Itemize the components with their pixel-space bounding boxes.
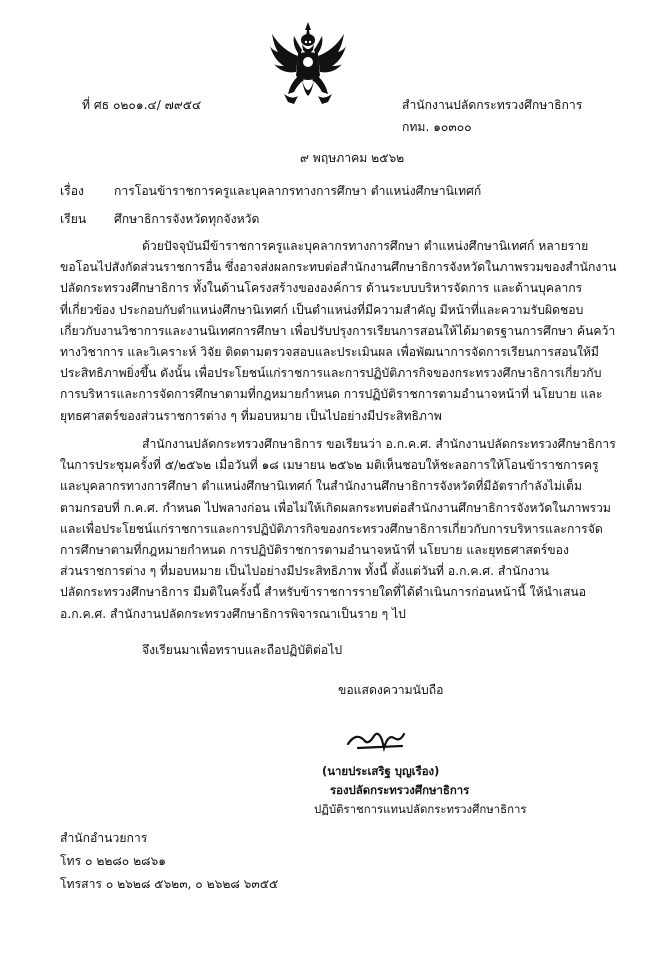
paragraph-line: และเพื่อประโยชน์แก่ราชการและการปฏิบัติภารกิจของกระทรวงศึกษาธิการเกี่ยวกับการบริหารและการจัด — [60, 521, 603, 536]
paragraph-line: ด้วยปัจจุบันมีข้าราชการครูและบุคลากรทางการศึกษา ตำแหน่งศึกษานิเทศก์ หลายราย — [142, 239, 589, 253]
closing-request: จึงเรียนมาเพื่อทราบและถือปฏิบัติต่อไป — [142, 643, 343, 657]
footer-fax: โทรสาร ๐ ๒๖๒๘ ๕๖๒๓, ๐ ๒๖๒๘ ๖๓๕๕ — [60, 877, 279, 891]
paragraph-line: อ.ก.ค.ศ. สำนักงานปลัดกระทรวงศึกษาธิการพิจารณาเป็นราย ๆ ไป — [60, 606, 406, 621]
recipient-text: ศึกษาธิการจังหวัดทุกจังหวัด — [114, 212, 260, 226]
paragraph-line: ทางวิชาการ และวิเคราะห์ วิจัย ติดตามตรวจสอบและประเมินผล เพื่อพัฒนาการจัดการเรียนการสอนให้มี — [60, 345, 599, 360]
garuda-emblem — [268, 20, 348, 106]
paragraph-line: ประสิทธิภาพยิ่งขึ้น ดังนั้น เพื่อประโยชน์แก่ราชการและการปฏิบัติภารกิจของกระทรวงศึกษาธิการเกี่ยวกับ — [60, 366, 602, 381]
paragraph-line: ยุทธศาสตร์ของส่วนราชการต่าง ๆ ที่มอบหมาย เป็นไปอย่างมีประสิทธิภาพ — [60, 408, 442, 423]
signer-name: (นายประเสริฐ บุญเรือง) — [322, 764, 440, 778]
paragraph-line: ที่เกี่ยวข้อง ประกอบกับตำแหน่งศึกษานิเทศก์ เป็นตำแหน่งที่มีความสำคัญ มีหน้าที่และความรับผิดชอบ — [60, 302, 584, 317]
subject-text: การโอนข้าราชการครูและบุคลากรทางการศึกษา ตำแหน่งศึกษานิเทศก์ — [114, 184, 482, 198]
document-number: ที่ ศธ ๐๒๐๑.๔/ ๗๙๕๔ — [82, 98, 202, 112]
paragraph-line: การบริหารและการจัดการศึกษาตามที่กฎหมายกำหนด การปฏิบัติราชการตามอำนาจหน้าที่ นโยบาย และ — [60, 387, 603, 402]
closing-salutation: ขอแสดงความนับถือ — [338, 683, 444, 697]
paragraph-line: เกี่ยวกับงานวิชาการและงานนิเทศการศึกษา เพื่อปรับปรุงการเรียนการสอนให้ได้มาตรฐานการศึกษา ค้นคว้า — [60, 323, 616, 338]
recipient-label: เรียน — [60, 212, 87, 226]
footer-phone: โทร ๐ ๒๒๘๐ ๒๘๖๑ — [60, 854, 167, 868]
handwritten-signature — [344, 726, 414, 756]
body-paragraph-2 — [60, 434, 640, 625]
paragraph-line: ปลัดกระทรวงศึกษาธิการ มีมติในครั้งนี้ สำหรับข้าราชการรายใดที่ได้ดำเนินการก่อนหน้านี้ ให้นำเสนอ — [60, 585, 587, 600]
footer-unit: สำนักอำนวยการ — [60, 831, 148, 845]
paragraph-line: ในการประชุมครั้งที่ ๕/๒๕๖๒ เมื่อวันที่ ๑๘ เมษายน ๒๕๖๒ มติเห็นชอบให้ชะลอการให้โอนข้าราชการครู — [60, 458, 599, 473]
paragraph-line: ตามกรอบที่ ก.ค.ศ. กำหนด ไปพลางก่อน เพื่อไม่ให้เกิดผลกระทบต่อสำนักงานศึกษาธิการจังหวัดในภาพรวม — [60, 500, 611, 515]
signer-acting: ปฏิบัติราชการแทนปลัดกระทรวงศึกษาธิการ — [314, 802, 527, 816]
paragraph-line: ขอโอนไปสังกัดส่วนราชการอื่น ซึ่งอาจส่งผลกระทบต่อสำนักงานศึกษาธิการจังหวัดในภาพรวมของสำนักงาน — [60, 260, 617, 275]
body-paragraph-1 — [60, 236, 640, 427]
office-postal: กทม. ๑๐๓๐๐ — [402, 120, 472, 134]
subject-label: เรื่อง — [60, 184, 84, 198]
document-date: ๙ พฤษภาคม ๒๕๖๒ — [300, 151, 405, 165]
signer-position: รองปลัดกระทรวงศึกษาธิการ — [330, 783, 470, 797]
paragraph-line: ส่วนราชการต่าง ๆ ที่มอบหมาย เป็นไปอย่างมีประสิทธิภาพ ทั้งนี้ ตั้งแต่วันที่ อ.ก.ค.ศ. สำนักงาน — [60, 564, 549, 579]
paragraph-line: ปลัดกระทรวงศึกษาธิการ ทั้งในด้านโครงสร้างขององค์การ ด้านระบบบริหารจัดการ และด้านบุคลากร — [60, 281, 583, 296]
paragraph-line: และบุคลากรทางการศึกษา ตำแหน่งศึกษานิเทศก์ ในสำนักงานศึกษาธิการจังหวัดที่มีอัตรากำลังไม่เต็ม — [60, 479, 582, 494]
paragraph-line: การศึกษาตามที่กฎหมายกำหนด การปฏิบัติราชการตามอำนาจหน้าที่ นโยบาย และยุทธศาสตร์ของ — [60, 543, 569, 558]
paragraph-line: สำนักงานปลัดกระทรวงศึกษาธิการ ขอเรียนว่า อ.ก.ค.ศ. สำนักงานปลัดกระทรวงศึกษาธิการ — [142, 437, 616, 451]
office-name: สำนักงานปลัดกระทรวงศึกษาธิการ — [402, 98, 583, 112]
